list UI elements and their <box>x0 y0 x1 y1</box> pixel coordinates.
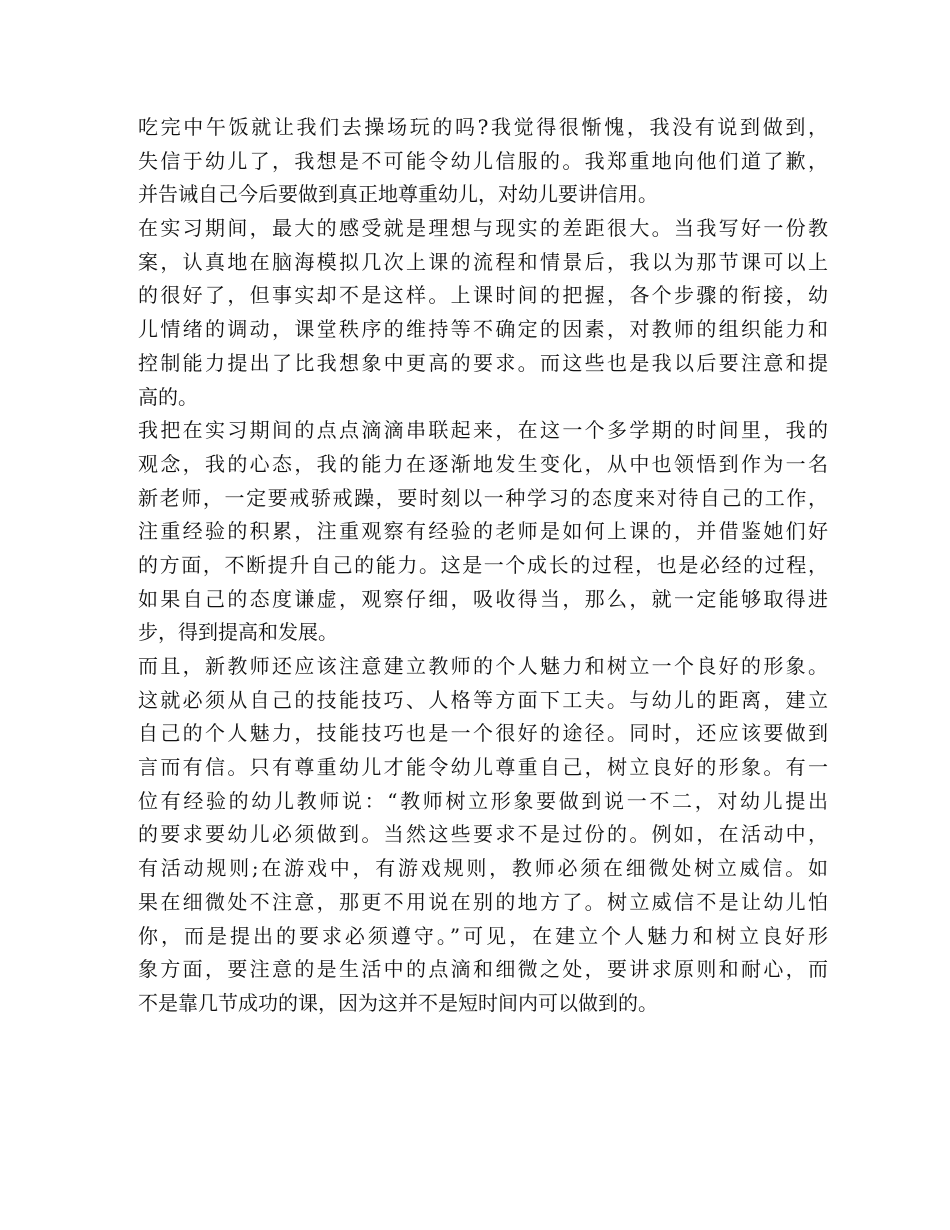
text-line: 这就必须从自己的技能技巧、人格等方面下工夫。与幼儿的距离，建立 <box>138 687 828 712</box>
text-line: 如果自己的态度谦虚，观察仔细，吸收得当，那么，就一定能够取得进 <box>138 586 828 611</box>
text-line: 果在细微处不注意，那更不用说在别的地方了。树立威信不是让幼儿怕 <box>138 889 828 914</box>
text-line: 而且，新教师还应该注意建立教师的个人魅力和树立一个良好的形象。 <box>138 654 828 678</box>
text-line: 儿情绪的调动，课堂秩序的维持等不确定的因素，对教师的组织能力和 <box>138 317 828 342</box>
text-line: 在实习期间，最大的感受就是理想与现实的差距很大。当我写好一份教 <box>138 216 828 241</box>
text-line: 高的。 <box>138 384 198 409</box>
text-line: 有活动规则;在游戏中，有游戏规则，教师必须在细微处树立威信。如 <box>138 856 828 881</box>
text-line: 观念，我的心态，我的能力在逐渐地发生变化，从中也领悟到作为一名 <box>138 451 828 476</box>
text-line: 控制能力提出了比我想象中更高的要求。而这些也是我以后要注意和提 <box>138 350 828 375</box>
text-line: 案，认真地在脑海模拟几次上课的流程和情景后，我以为那节课可以上 <box>138 249 828 274</box>
text-line: 象方面，要注意的是生活中的点滴和细微之处，要讲求原则和耐心，而 <box>138 957 828 982</box>
text-line: 的很好了，但事实却不是这样。上课时间的把握，各个步骤的衔接，幼 <box>138 283 828 308</box>
text-line: 并告诫自己今后要做到真正地尊重幼儿，对幼儿要讲信用。 <box>138 182 658 207</box>
text-line: 不是靠几节成功的课，因为这并不是短时间内可以做到的。 <box>138 990 658 1015</box>
text-line: 言而有信。只有尊重幼儿才能令幼儿尊重自己，树立良好的形象。有一 <box>138 755 828 780</box>
text-line: 吃完中午饭就让我们去操场玩的吗?我觉得很惭愧，我没有说到做到， <box>138 115 828 139</box>
text-line: 步，得到提高和发展。 <box>138 620 338 645</box>
text-line: 你，而是提出的要求必须遵守。”可见，在建立个人魅力和树立良好形 <box>138 923 828 948</box>
text-line: 注重经验的积累，注重观察有经验的老师是如何上课的，并借鉴她们好 <box>138 519 828 544</box>
text-line: 我把在实习期间的点点滴滴串联起来，在这一个多学期的时间里，我的 <box>138 418 828 443</box>
text-line: 的方面，不断提升自己的能力。这是一个成长的过程，也是必经的过程， <box>138 552 828 577</box>
text-line: 的要求要幼儿必须做到。当然这些要求不是过份的。例如，在活动中， <box>138 822 828 847</box>
text-line: 位有经验的幼儿教师说：“教师树立形象要做到说一不二，对幼儿提出 <box>138 788 828 813</box>
text-line: 新老师，一定要戒骄戒躁，要时刻以一种学习的态度来对待自己的工作， <box>138 485 828 510</box>
text-line: 失信于幼儿了，我想是不可能令幼儿信服的。我郑重地向他们道了歉， <box>138 148 828 173</box>
text-line: 自己的个人魅力，技能技巧也是一个很好的途径。同时，还应该要做到 <box>138 721 828 746</box>
document-body <box>138 111 828 1021</box>
